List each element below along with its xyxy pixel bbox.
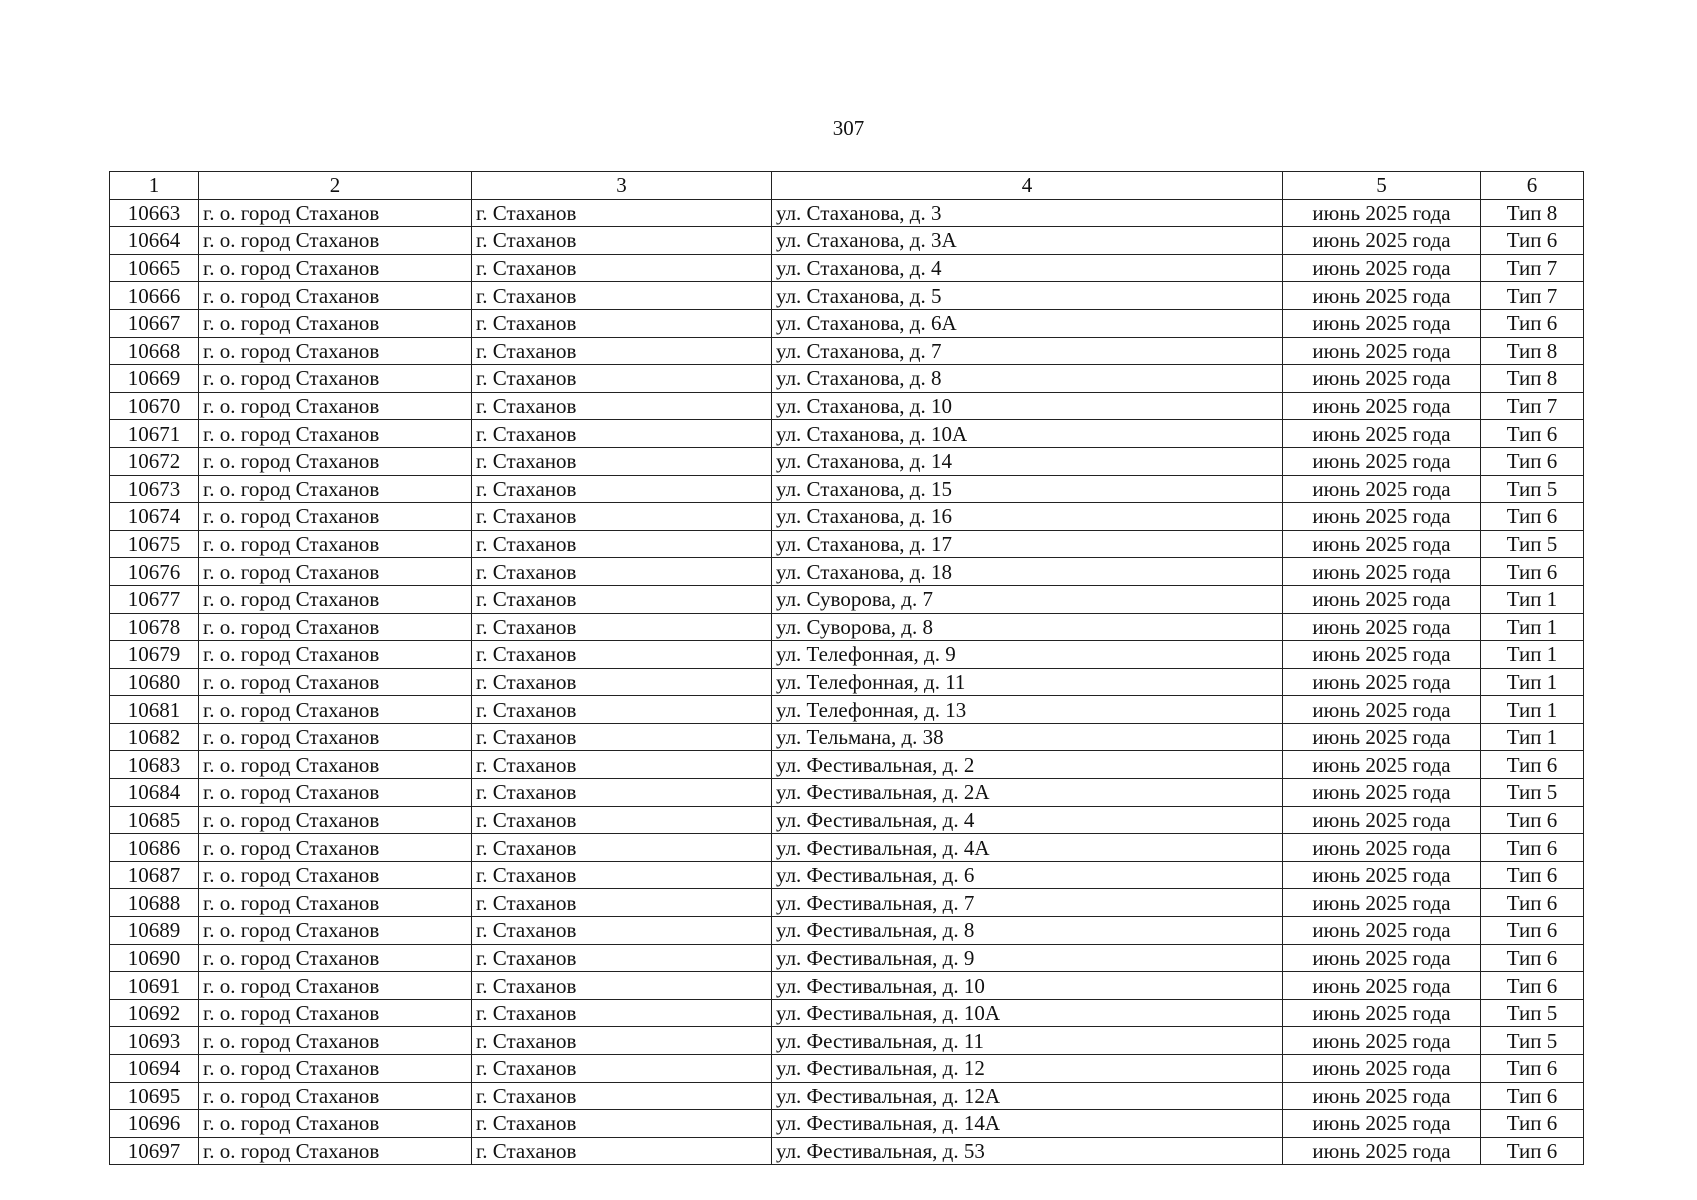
address-cell: ул. Стаханова, д. 15 [772,475,1283,503]
table-row [110,254,1584,282]
type-cell: Тип 8 [1481,337,1584,365]
type-cell: Тип 5 [1481,530,1584,558]
period-cell: июнь 2025 года [1283,1110,1481,1138]
district-cell: г. о. город Стаханов [199,1055,472,1083]
period-cell: июнь 2025 года [1283,1137,1481,1165]
district-cell: г. о. город Стаханов [199,972,472,1000]
period-cell: июнь 2025 года [1283,972,1481,1000]
row-number-cell: 10688 [110,889,199,917]
district-cell: г. о. город Стаханов [199,227,472,255]
address-cell: ул. Стаханова, д. 4 [772,254,1283,282]
address-cell: ул. Фестивальная, д. 8 [772,917,1283,945]
period-cell: июнь 2025 года [1283,889,1481,917]
table-row [110,337,1584,365]
header-row [110,172,1584,200]
type-cell: Тип 6 [1481,447,1584,475]
row-number-cell: 10686 [110,834,199,862]
city-cell: г. Стаханов [472,972,772,1000]
table-row [110,199,1584,227]
district-cell: г. о. город Стаханов [199,834,472,862]
type-cell: Тип 6 [1481,972,1584,1000]
row-number-cell: 10689 [110,917,199,945]
district-cell: г. о. город Стаханов [199,530,472,558]
city-cell: г. Стаханов [472,420,772,448]
table-row [110,365,1584,393]
row-number-cell: 10682 [110,723,199,751]
table-row [110,420,1584,448]
city-cell: г. Стаханов [472,696,772,724]
table-row [110,972,1584,1000]
table-row [110,696,1584,724]
period-cell: июнь 2025 года [1283,696,1481,724]
district-cell: г. о. город Стаханов [199,337,472,365]
type-cell: Тип 5 [1481,999,1584,1027]
table-row [110,1055,1584,1083]
period-cell: июнь 2025 года [1283,779,1481,807]
address-cell: ул. Стаханова, д. 8 [772,365,1283,393]
table-row [110,1137,1584,1165]
table-row [110,917,1584,945]
period-cell: июнь 2025 года [1283,1055,1481,1083]
city-cell: г. Стаханов [472,254,772,282]
type-cell: Тип 6 [1481,861,1584,889]
type-cell: Тип 7 [1481,282,1584,310]
row-number-cell: 10691 [110,972,199,1000]
type-cell: Тип 8 [1481,199,1584,227]
row-number-cell: 10675 [110,530,199,558]
period-cell: июнь 2025 года [1283,999,1481,1027]
row-number-cell: 10676 [110,558,199,586]
column-header-5: 5 [1283,172,1481,200]
table-row [110,475,1584,503]
district-cell: г. о. город Стаханов [199,1082,472,1110]
table-header [110,172,1584,200]
city-cell: г. Стаханов [472,723,772,751]
district-cell: г. о. город Стаханов [199,723,472,751]
period-cell: июнь 2025 года [1283,254,1481,282]
period-cell: июнь 2025 года [1283,199,1481,227]
type-cell: Тип 6 [1481,1137,1584,1165]
period-cell: июнь 2025 года [1283,365,1481,393]
address-cell: ул. Стаханова, д. 3А [772,227,1283,255]
row-number-cell: 10695 [110,1082,199,1110]
row-number-cell: 10673 [110,475,199,503]
city-cell: г. Стаханов [472,199,772,227]
address-cell: ул. Фестивальная, д. 11 [772,1027,1283,1055]
row-number-cell: 10670 [110,392,199,420]
table-row [110,641,1584,669]
table-row [110,309,1584,337]
type-cell: Тип 5 [1481,1027,1584,1055]
city-cell: г. Стаханов [472,1137,772,1165]
address-cell: ул. Тельмана, д. 38 [772,723,1283,751]
city-cell: г. Стаханов [472,1110,772,1138]
table-row [110,613,1584,641]
district-cell: г. о. город Стаханов [199,1137,472,1165]
district-cell: г. о. город Стаханов [199,475,472,503]
address-cell: ул. Стаханова, д. 10 [772,392,1283,420]
address-cell: ул. Телефонная, д. 11 [772,668,1283,696]
table-row [110,861,1584,889]
row-number-cell: 10697 [110,1137,199,1165]
address-cell: ул. Фестивальная, д. 4А [772,834,1283,862]
city-cell: г. Стаханов [472,585,772,613]
period-cell: июнь 2025 года [1283,668,1481,696]
row-number-cell: 10685 [110,806,199,834]
period-cell: июнь 2025 года [1283,834,1481,862]
type-cell: Тип 6 [1481,806,1584,834]
city-cell: г. Стаханов [472,779,772,807]
type-cell: Тип 6 [1481,1110,1584,1138]
city-cell: г. Стаханов [472,365,772,393]
district-cell: г. о. город Стаханов [199,254,472,282]
row-number-cell: 10664 [110,227,199,255]
district-cell: г. о. город Стаханов [199,585,472,613]
city-cell: г. Стаханов [472,282,772,310]
table-body [110,199,1584,1165]
type-cell: Тип 6 [1481,420,1584,448]
period-cell: июнь 2025 года [1283,227,1481,255]
type-cell: Тип 6 [1481,944,1584,972]
district-cell: г. о. город Стаханов [199,613,472,641]
table-row [110,999,1584,1027]
row-number-cell: 10669 [110,365,199,393]
address-cell: ул. Фестивальная, д. 12А [772,1082,1283,1110]
type-cell: Тип 5 [1481,779,1584,807]
period-cell: июнь 2025 года [1283,751,1481,779]
address-cell: ул. Фестивальная, д. 2А [772,779,1283,807]
city-cell: г. Стаханов [472,1055,772,1083]
period-cell: июнь 2025 года [1283,558,1481,586]
row-number-cell: 10687 [110,861,199,889]
table-row [110,227,1584,255]
address-cell: ул. Стаханова, д. 14 [772,447,1283,475]
period-cell: июнь 2025 года [1283,1082,1481,1110]
table-row [110,834,1584,862]
column-header-2: 2 [199,172,472,200]
period-cell: июнь 2025 года [1283,447,1481,475]
period-cell: июнь 2025 года [1283,806,1481,834]
table-row [110,530,1584,558]
type-cell: Тип 7 [1481,392,1584,420]
period-cell: июнь 2025 года [1283,420,1481,448]
row-number-cell: 10665 [110,254,199,282]
type-cell: Тип 8 [1481,365,1584,393]
column-header-3: 3 [472,172,772,200]
district-cell: г. о. город Стаханов [199,199,472,227]
table-row [110,447,1584,475]
address-cell: ул. Телефонная, д. 9 [772,641,1283,669]
type-cell: Тип 5 [1481,475,1584,503]
district-cell: г. о. город Стаханов [199,641,472,669]
type-cell: Тип 1 [1481,613,1584,641]
district-cell: г. о. город Стаханов [199,999,472,1027]
row-number-cell: 10680 [110,668,199,696]
period-cell: июнь 2025 года [1283,1027,1481,1055]
table-row [110,668,1584,696]
district-cell: г. о. город Стаханов [199,503,472,531]
row-number-cell: 10693 [110,1027,199,1055]
row-number-cell: 10677 [110,585,199,613]
type-cell: Тип 1 [1481,723,1584,751]
type-cell: Тип 1 [1481,585,1584,613]
city-cell: г. Стаханов [472,530,772,558]
address-cell: ул. Стаханова, д. 7 [772,337,1283,365]
type-cell: Тип 6 [1481,889,1584,917]
column-header-6: 6 [1481,172,1584,200]
city-cell: г. Стаханов [472,613,772,641]
city-cell: г. Стаханов [472,641,772,669]
registry-table [109,171,1584,1165]
district-cell: г. о. город Стаханов [199,806,472,834]
district-cell: г. о. город Стаханов [199,1110,472,1138]
table-row [110,806,1584,834]
table-row [110,503,1584,531]
row-number-cell: 10690 [110,944,199,972]
period-cell: июнь 2025 года [1283,282,1481,310]
address-cell: ул. Фестивальная, д. 10 [772,972,1283,1000]
district-cell: г. о. город Стаханов [199,420,472,448]
address-cell: ул. Фестивальная, д. 4 [772,806,1283,834]
row-number-cell: 10696 [110,1110,199,1138]
address-cell: ул. Стаханова, д. 10А [772,420,1283,448]
address-cell: ул. Фестивальная, д. 6 [772,861,1283,889]
period-cell: июнь 2025 года [1283,613,1481,641]
address-cell: ул. Фестивальная, д. 14А [772,1110,1283,1138]
table-row [110,944,1584,972]
city-cell: г. Стаханов [472,475,772,503]
city-cell: г. Стаханов [472,751,772,779]
row-number-cell: 10684 [110,779,199,807]
district-cell: г. о. город Стаханов [199,751,472,779]
type-cell: Тип 6 [1481,503,1584,531]
period-cell: июнь 2025 года [1283,641,1481,669]
row-number-cell: 10683 [110,751,199,779]
city-cell: г. Стаханов [472,337,772,365]
type-cell: Тип 1 [1481,641,1584,669]
city-cell: г. Стаханов [472,999,772,1027]
district-cell: г. о. город Стаханов [199,365,472,393]
period-cell: июнь 2025 года [1283,475,1481,503]
district-cell: г. о. город Стаханов [199,282,472,310]
type-cell: Тип 6 [1481,227,1584,255]
type-cell: Тип 6 [1481,917,1584,945]
type-cell: Тип 6 [1481,751,1584,779]
city-cell: г. Стаханов [472,806,772,834]
district-cell: г. о. город Стаханов [199,447,472,475]
row-number-cell: 10667 [110,309,199,337]
city-cell: г. Стаханов [472,668,772,696]
row-number-cell: 10694 [110,1055,199,1083]
row-number-cell: 10674 [110,503,199,531]
table-row [110,779,1584,807]
address-cell: ул. Телефонная, д. 13 [772,696,1283,724]
district-cell: г. о. город Стаханов [199,1027,472,1055]
district-cell: г. о. город Стаханов [199,696,472,724]
period-cell: июнь 2025 года [1283,723,1481,751]
row-number-cell: 10671 [110,420,199,448]
table-row [110,585,1584,613]
city-cell: г. Стаханов [472,834,772,862]
period-cell: июнь 2025 года [1283,309,1481,337]
column-header-1: 1 [110,172,199,200]
period-cell: июнь 2025 года [1283,503,1481,531]
district-cell: г. о. город Стаханов [199,889,472,917]
city-cell: г. Стаханов [472,503,772,531]
district-cell: г. о. город Стаханов [199,861,472,889]
type-cell: Тип 7 [1481,254,1584,282]
table-row [110,1027,1584,1055]
row-number-cell: 10666 [110,282,199,310]
type-cell: Тип 6 [1481,1055,1584,1083]
city-cell: г. Стаханов [472,889,772,917]
city-cell: г. Стаханов [472,944,772,972]
city-cell: г. Стаханов [472,861,772,889]
period-cell: июнь 2025 года [1283,917,1481,945]
row-number-cell: 10681 [110,696,199,724]
table-row [110,1110,1584,1138]
city-cell: г. Стаханов [472,1082,772,1110]
district-cell: г. о. город Стаханов [199,558,472,586]
address-cell: ул. Фестивальная, д. 10А [772,999,1283,1027]
address-cell: ул. Стаханова, д. 18 [772,558,1283,586]
address-cell: ул. Фестивальная, д. 9 [772,944,1283,972]
address-cell: ул. Суворова, д. 7 [772,585,1283,613]
city-cell: г. Стаханов [472,227,772,255]
row-number-cell: 10668 [110,337,199,365]
row-number-cell: 10678 [110,613,199,641]
row-number-cell: 10663 [110,199,199,227]
district-cell: г. о. город Стаханов [199,944,472,972]
address-cell: ул. Стаханова, д. 16 [772,503,1283,531]
table-row [110,392,1584,420]
row-number-cell: 10679 [110,641,199,669]
address-cell: ул. Фестивальная, д. 7 [772,889,1283,917]
table-row [110,751,1584,779]
district-cell: г. о. город Стаханов [199,392,472,420]
district-cell: г. о. город Стаханов [199,668,472,696]
page-number: 307 [832,116,865,140]
period-cell: июнь 2025 года [1283,337,1481,365]
table-row [110,558,1584,586]
period-cell: июнь 2025 года [1283,944,1481,972]
city-cell: г. Стаханов [472,309,772,337]
city-cell: г. Стаханов [472,447,772,475]
row-number-cell: 10672 [110,447,199,475]
city-cell: г. Стаханов [472,392,772,420]
district-cell: г. о. город Стаханов [199,779,472,807]
address-cell: ул. Фестивальная, д. 53 [772,1137,1283,1165]
period-cell: июнь 2025 года [1283,530,1481,558]
address-cell: ул. Фестивальная, д. 12 [772,1055,1283,1083]
city-cell: г. Стаханов [472,917,772,945]
district-cell: г. о. город Стаханов [199,917,472,945]
address-cell: ул. Стаханова, д. 17 [772,530,1283,558]
period-cell: июнь 2025 года [1283,392,1481,420]
address-cell: ул. Суворова, д. 8 [772,613,1283,641]
city-cell: г. Стаханов [472,558,772,586]
type-cell: Тип 6 [1481,558,1584,586]
city-cell: г. Стаханов [472,1027,772,1055]
period-cell: июнь 2025 года [1283,861,1481,889]
type-cell: Тип 6 [1481,1082,1584,1110]
type-cell: Тип 1 [1481,696,1584,724]
period-cell: июнь 2025 года [1283,585,1481,613]
address-cell: ул. Стаханова, д. 3 [772,199,1283,227]
type-cell: Тип 6 [1481,834,1584,862]
table-row [110,889,1584,917]
address-cell: ул. Фестивальная, д. 2 [772,751,1283,779]
type-cell: Тип 1 [1481,668,1584,696]
table-row [110,282,1584,310]
table-row [110,1082,1584,1110]
district-cell: г. о. город Стаханов [199,309,472,337]
address-cell: ул. Стаханова, д. 5 [772,282,1283,310]
row-number-cell: 10692 [110,999,199,1027]
column-header-4: 4 [772,172,1283,200]
table-row [110,723,1584,751]
address-cell: ул. Стаханова, д. 6А [772,309,1283,337]
type-cell: Тип 6 [1481,309,1584,337]
